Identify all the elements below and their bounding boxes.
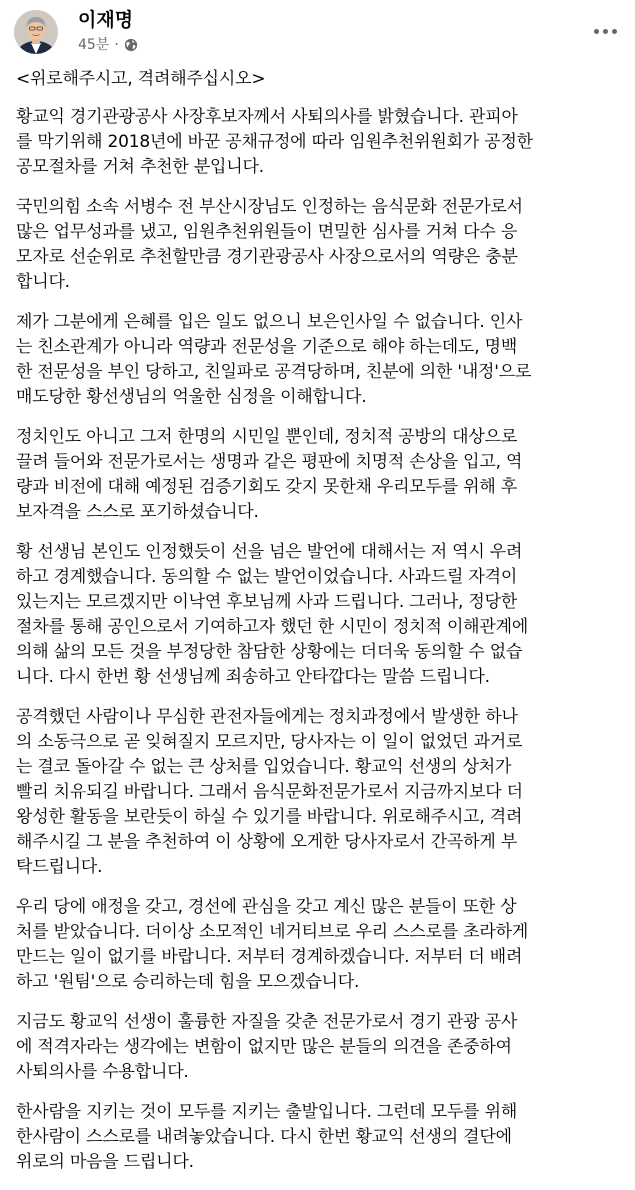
post-paragraph: 황 선생님 본인도 인정했듯이 선을 넘은 발언에 대해서는 저 역시 우려 하고 경계했습니다. 동의할 수 없는 발언이었습니다. 사과드릴 자격이 있는지는 모르겠지만 이낙연 후보님께 사과 드립니다. 그러나, 정당한 절차를 통해 공인으로서 기여하고자 했던 한 시민이 정치적 이해관계에 의해 삶의 모든 것을 부정당한 참담한 상황에는 더더욱 동의할 수 없습 니다. 다시 한번 황 선생님께 죄송하고 안타깝다는 말씀 드립니다.: [16, 542, 529, 687]
post-time[interactable]: 45분: [78, 37, 110, 53]
meta-separator: ·: [114, 37, 119, 53]
post-header: [0, 0, 635, 66]
globe-icon[interactable]: [124, 38, 138, 52]
post-body: [16, 67, 626, 1190]
post-meta: [78, 35, 138, 55]
post-paragraph: 지금도 황교익 선생이 훌륭한 자질을 갖춘 전문가로서 경기 관광 공사 에 적격자라는 생각에는 변함이 없지만 많은 분들의 의견을 존중하여 사퇴의사를 수용합니다.: [16, 1012, 518, 1082]
post-paragraph: 공격했던 사람이나 무심한 관전자들에게는 정치과정에서 발생한 하나 의 소동극으로 곧 잊혀질지 모르지만, 당사자는 이 일이 없었던 과거로 는 결코 돌아갈 수 없는 큰 상처를 입었습니다. 황교익 선생의 상처가 빨리 치유되길 바랍니다. 그래서 음식문화전문가로서 지금까지보다 더 왕성한 활동을 보란듯이 하실 수 있기를 바랍니다. 위로해주시고, 격려 해주시길 그 분을 추천하여 이 상황에 오게한 당사자로서 간곡하게 부 탁드립니다.: [16, 707, 523, 877]
post-paragraph: 한사람을 지키는 것이 모두를 지키는 출발입니다. 그런데 모두를 위해 한사람이 스스로를 내려놓았습니다. 다시 한번 황교익 선생의 결단에 위로의 마음을 드립니다.: [16, 1102, 518, 1172]
post-paragraph: 황교익 경기관광공사 사장후보자께서 사퇴의사를 밝혔습니다. 관피아 를 막기위해 2018년에 바꾼 공채규정에 따라 임원추천위원회가 공정한 공모절차를 거쳐 추천한 분입니다.: [16, 107, 533, 177]
author-name[interactable]: 이재명: [78, 9, 134, 31]
avatar[interactable]: [14, 10, 58, 54]
post-paragraph: 국민의힘 소속 서병수 전 부산시장님도 인정하는 음식문화 전문가로서 많은 업무성과를 냈고, 임원추천위원들이 면밀한 심사를 거쳐 다수 응 모자로 선순위로 추천할만큼 경기관광공사 사장으로서의 역량은 충분 합니다.: [16, 197, 523, 292]
post-paragraph: 정치인도 아니고 그저 한명의 시민일 뿐인데, 정치적 공방의 대상으로 끌려 들어와 전문가로서는 생명과 같은 평판에 치명적 손상을 입고, 역 량과 비전에 대해 예정된 검증기회도 갖지 못한채 우리모두를 위해 후 보자격을 스스로 포기하셨습니다.: [16, 427, 523, 522]
post-paragraph: 제가 그분에게 은혜를 입은 일도 없으니 보은인사일 수 없습니다. 인사 는 친소관계가 아니라 역량과 전문성을 기준으로 해야 하는데도, 명백 한 전문성을 부인 당하고, 친일파로 공격당하며, 친분에 의한 '내정'으로 매도당한 황선생님의 억울한 심정을 이해합니다.: [16, 312, 532, 407]
post-title: <위로해주시고, 격려해주십시오>: [16, 69, 266, 89]
more-options-icon[interactable]: [588, 18, 622, 44]
post-paragraph: 우리 당에 애정을 갖고, 경선에 관심을 갖고 계신 많은 분들이 또한 상 처를 받았습니다. 더이상 소모적인 네거티브로 우리 스스로를 초라하게 만드는 일이 없기를 바랍니다. 저부터 경계하겠습니다. 저부터 더 배려 하고 '원팀'으로 승리하는데 힘을 모으겠습니다.: [16, 897, 529, 992]
